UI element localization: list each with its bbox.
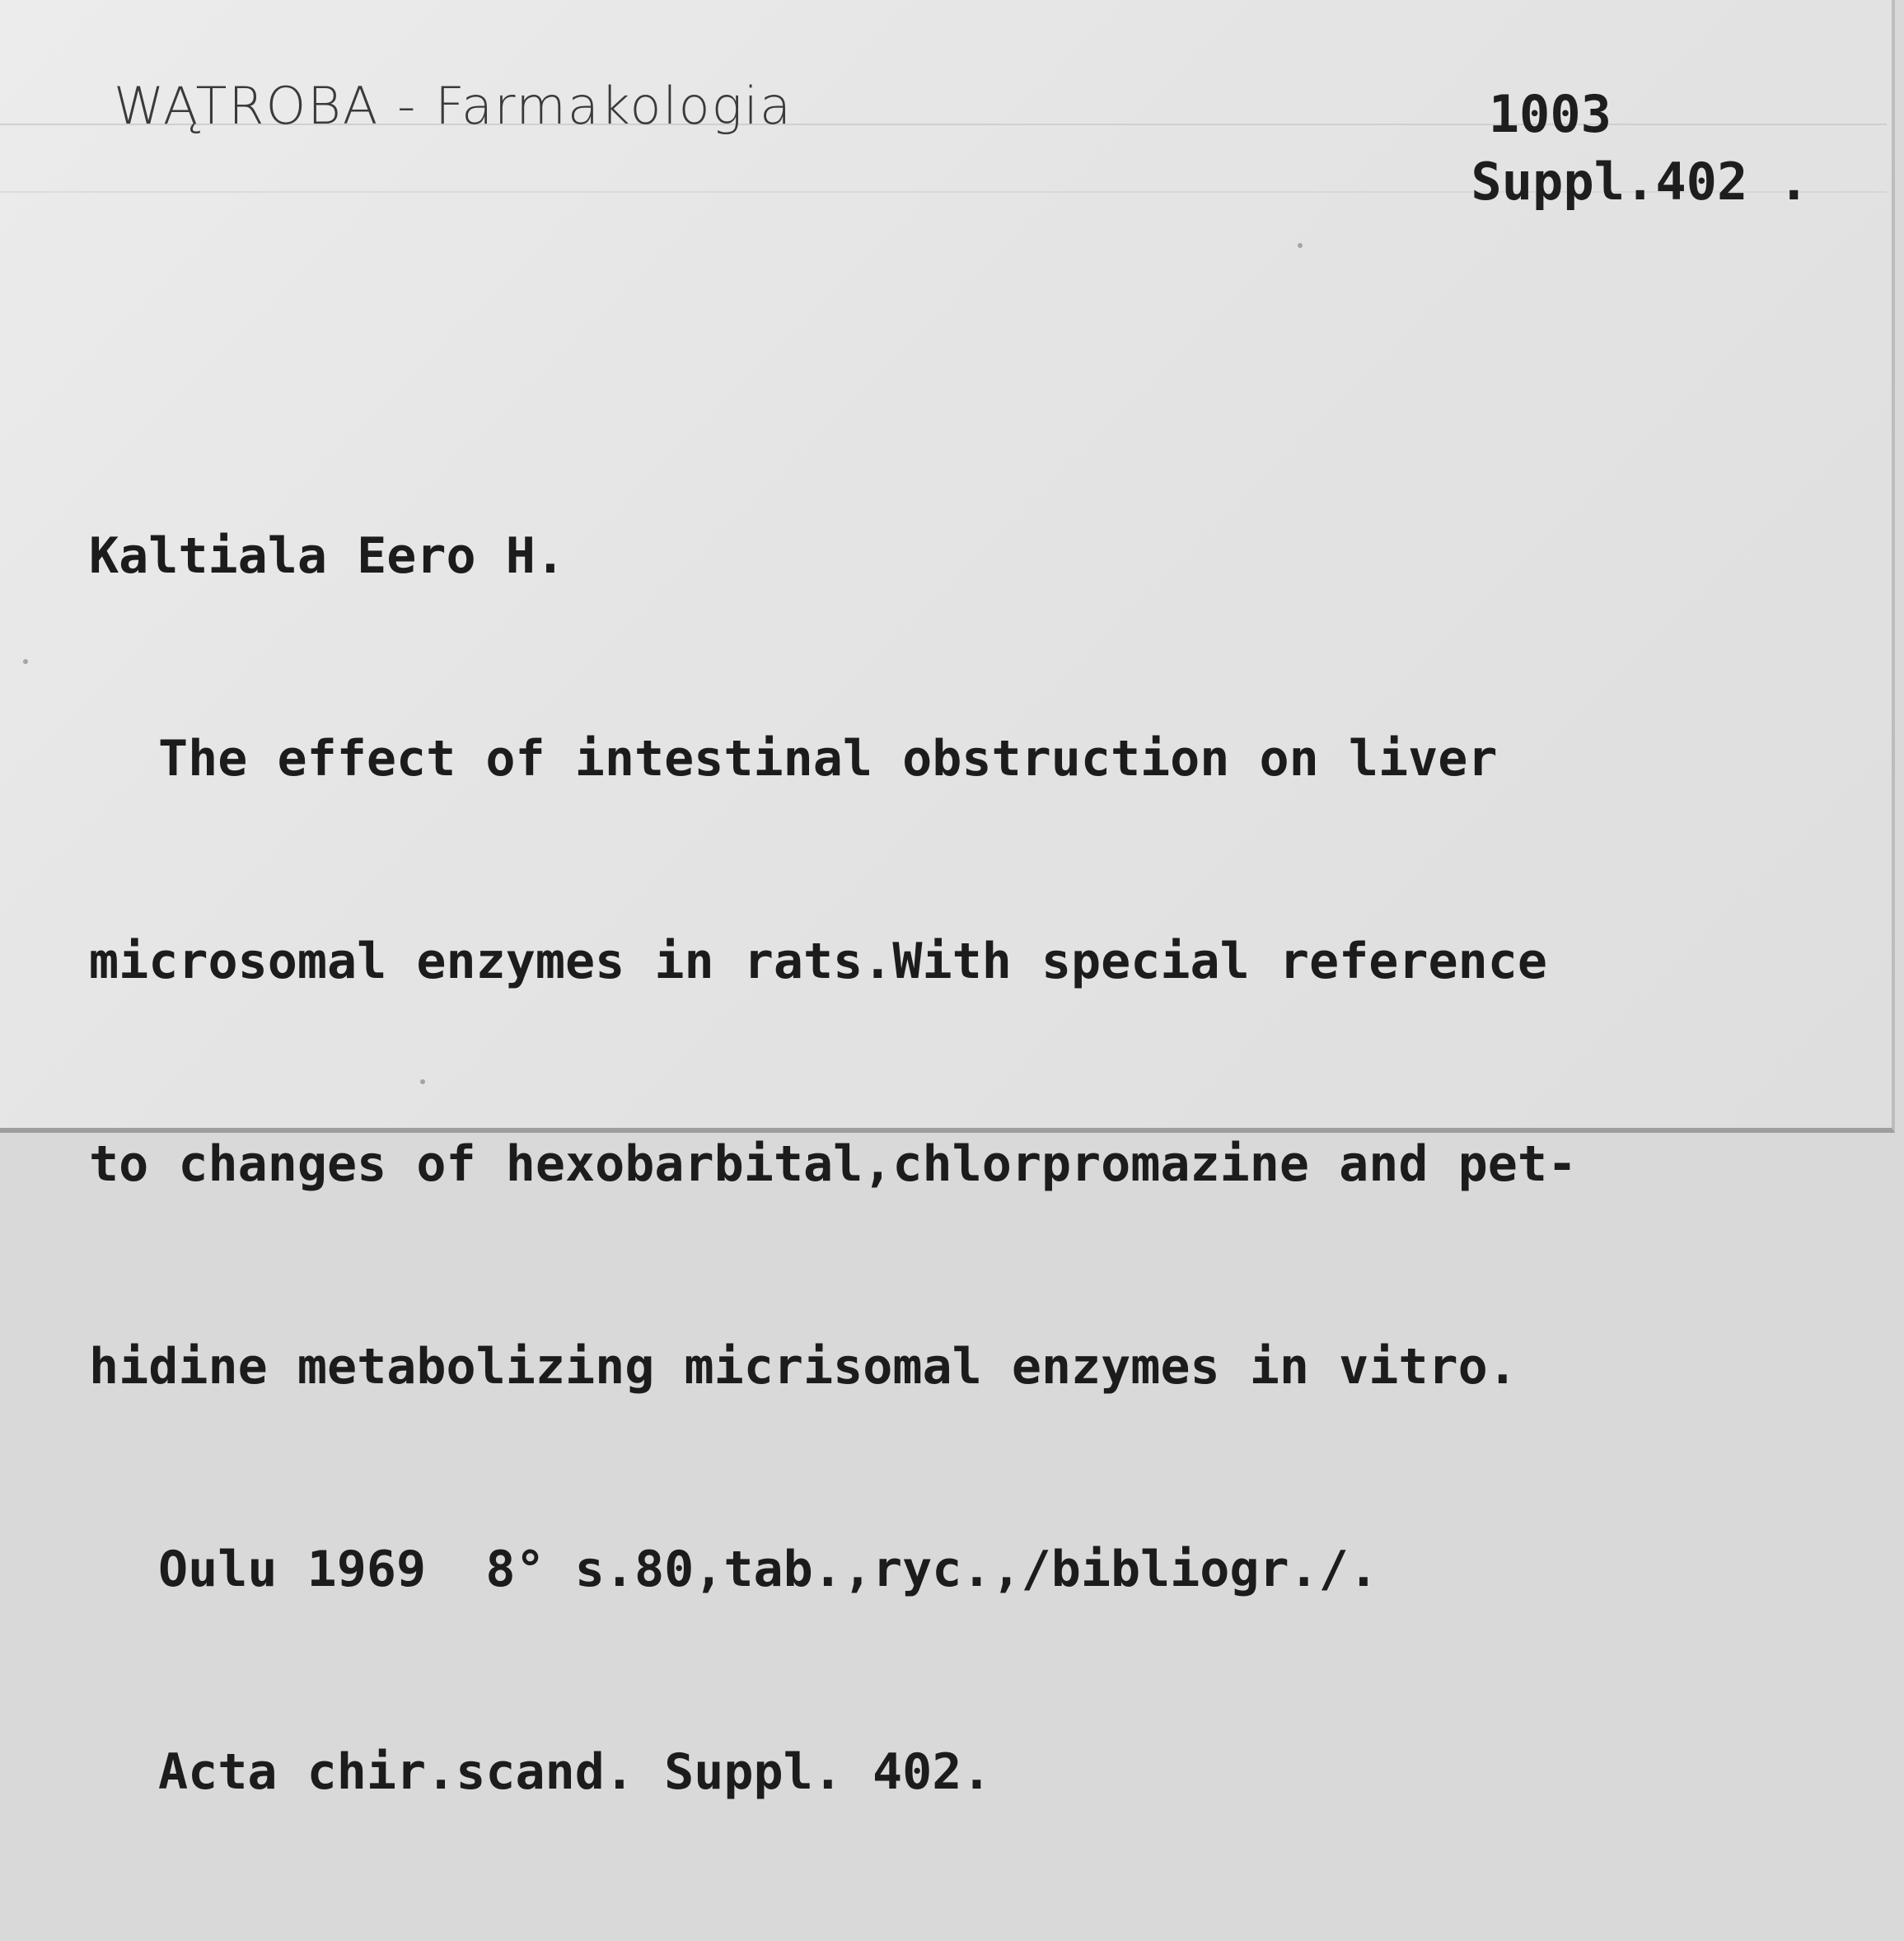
title-line-2: microsomal enzymes in rats.With special reference [89,933,1548,990]
subject-heading: WĄTROBA - Farmakologia [114,76,793,136]
series-line: Acta chir.scand. Suppl. 402. [158,1743,992,1801]
call-number-suffix: Suppl.402 . [1471,152,1809,212]
title-line-1: The effect of intestinal obstruction on liver [158,730,1498,788]
call-number: 1003 [1488,84,1612,144]
imprint-line: Oulu 1969 8° s.80,tab.,ryc.,/bibliogr./. [158,1541,1379,1598]
paper-speck [420,1079,425,1084]
paper-speck [23,659,28,664]
bibliographic-entry [89,387,1577,1941]
title-line-4: hidine metabolizing micrisomal enzymes in vitro. [89,1338,1518,1396]
title-line-3: to changes of hexobarbital,chlorpromazine and pet- [89,1135,1578,1193]
paper-speck [1298,243,1303,248]
call-number-block [1471,81,1809,216]
author-line: Kaltiala Eero H. [89,527,565,585]
